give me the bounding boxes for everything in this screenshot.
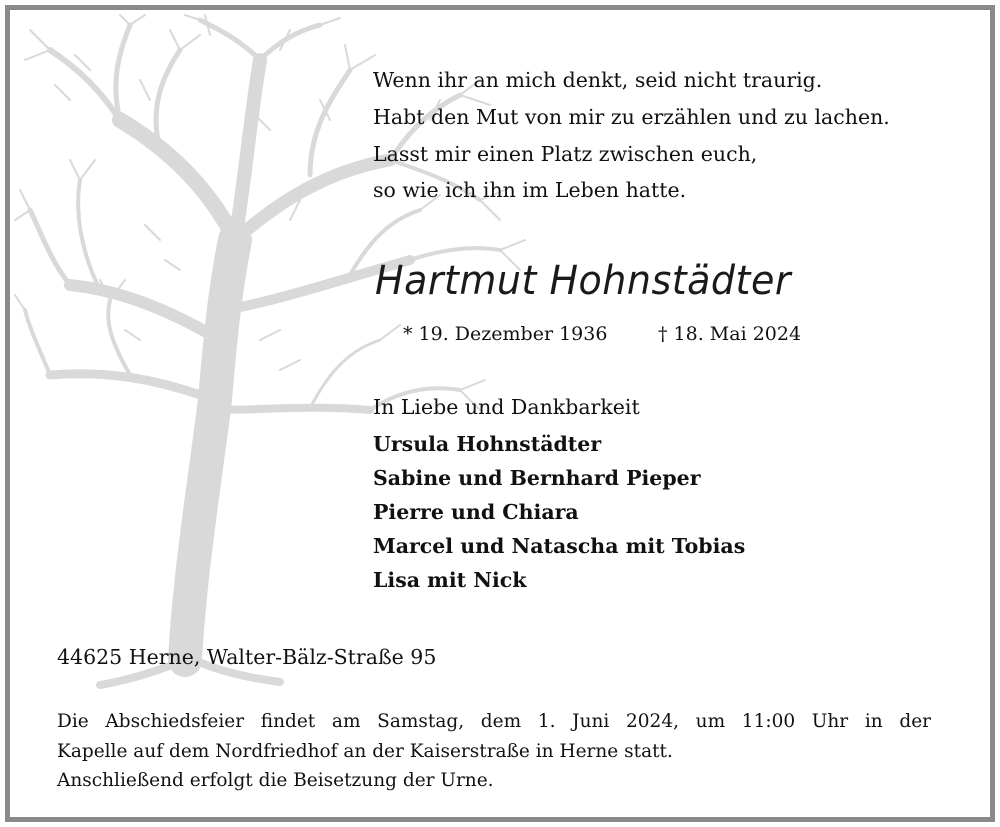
death-date: † 18. Mai 2024 — [658, 323, 802, 345]
family-member: Ursula Hohnstädter — [373, 432, 602, 456]
family-member: Pierre und Chiara — [373, 500, 579, 524]
ceremony-text: Anschließend erfolgt die Beisetzung der Urne. — [57, 770, 494, 791]
ceremony-text: Kapelle auf dem Nordfriedhof an der Kaiserstraße in Herne statt. — [57, 741, 673, 762]
obituary-notice — [5, 5, 995, 822]
family-member: Lisa mit Nick — [373, 568, 527, 592]
ceremony-text: Die Abschiedsfeier findet am Samstag, dem 1. Juni 2024, um 11:00 Uhr in der — [57, 711, 931, 732]
family-address: 44625 Herne, Walter-Bälz-Straße 95 — [57, 645, 437, 669]
family-member: Sabine und Bernhard Pieper — [373, 466, 701, 490]
poem-line: Wenn ihr an mich denkt, seid nicht traurig. — [373, 68, 823, 92]
family-member: Marcel und Natascha mit Tobias — [373, 534, 746, 558]
birth-date: * 19. Dezember 1936 — [403, 323, 608, 345]
family-intro: In Liebe und Dankbarkeit — [373, 395, 640, 419]
deceased-name: Hartmut Hohnstädter — [375, 257, 791, 304]
poem-line: so wie ich ihn im Leben hatte. — [373, 178, 687, 202]
poem-line: Lasst mir einen Platz zwischen euch, — [373, 142, 758, 166]
poem-line: Habt den Mut von mir zu erzählen und zu lachen. — [373, 105, 890, 129]
